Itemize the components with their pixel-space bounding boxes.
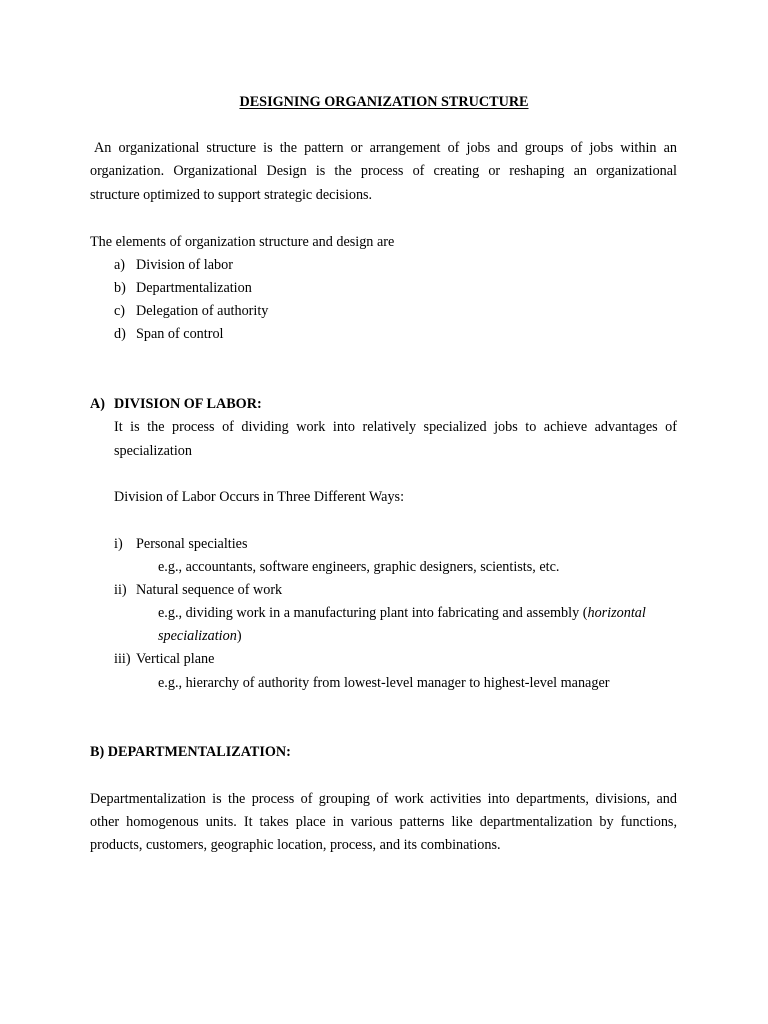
- list-item-text: Span of control: [136, 326, 224, 342]
- section-b-line-3: products, customers, geographic location, process, and its combinations.: [90, 837, 501, 853]
- way-example: [158, 604, 646, 622]
- list-marker: d): [114, 326, 126, 342]
- way-marker: i): [114, 536, 123, 552]
- way-label: Personal specialties: [136, 536, 248, 552]
- elements-lead: The elements of organization structure and design are: [90, 234, 395, 250]
- section-a-desc-line-1: It is the process of dividing work into relatively specialized jobs to achieve advantages of: [114, 419, 677, 435]
- list-item-text: Division of labor: [136, 257, 233, 273]
- way-example-continued: [158, 627, 242, 645]
- way-marker: iii): [114, 651, 131, 667]
- list-marker: c): [114, 303, 126, 319]
- list-marker: a): [114, 257, 126, 273]
- list-marker: b): [114, 280, 126, 296]
- way-marker: ii): [114, 582, 127, 598]
- section-a-ways-lead: Division of Labor Occurs in Three Different Ways:: [114, 489, 405, 505]
- way-example-italic: horizontal: [587, 605, 646, 621]
- list-item-text: Delegation of authority: [136, 303, 269, 319]
- intro-line-2: organization. Organizational Design is the process of creating or reshaping an organizational: [90, 163, 677, 179]
- intro-line-3: structure optimized to support strategic decisions.: [90, 187, 373, 203]
- way-example: e.g., hierarchy of authority from lowest-level manager to highest-level manager: [158, 675, 610, 691]
- intro-line-1: An organizational structure is the pattern or arrangement of jobs and groups of jobs within an: [94, 140, 677, 156]
- document-title: DESIGNING ORGANIZATION STRUCTURE: [239, 94, 529, 110]
- way-label: Natural sequence of work: [136, 582, 283, 598]
- section-b-heading: B) DEPARTMENTALIZATION:: [90, 744, 291, 760]
- way-example: e.g., accountants, software engineers, graphic designers, scientists, etc.: [158, 559, 560, 575]
- way-example-italic: specialization: [158, 628, 237, 644]
- way-label: Vertical plane: [136, 651, 215, 667]
- way-example-text: e.g., dividing work in a manufacturing plant into fabricating and assembly (: [158, 605, 588, 621]
- section-b-line-2: other homogenous units. It takes place in various patterns like departmentalization by functions,: [90, 814, 677, 830]
- section-a-desc-line-2: specialization: [114, 443, 192, 459]
- section-b-line-1: Departmentalization is the process of grouping of work activities into departments, divisions, and: [90, 791, 677, 807]
- section-a-heading: DIVISION OF LABOR:: [114, 396, 262, 412]
- way-example-close: ): [236, 628, 242, 644]
- list-item-text: Departmentalization: [136, 280, 252, 296]
- section-a-marker: A): [90, 396, 105, 412]
